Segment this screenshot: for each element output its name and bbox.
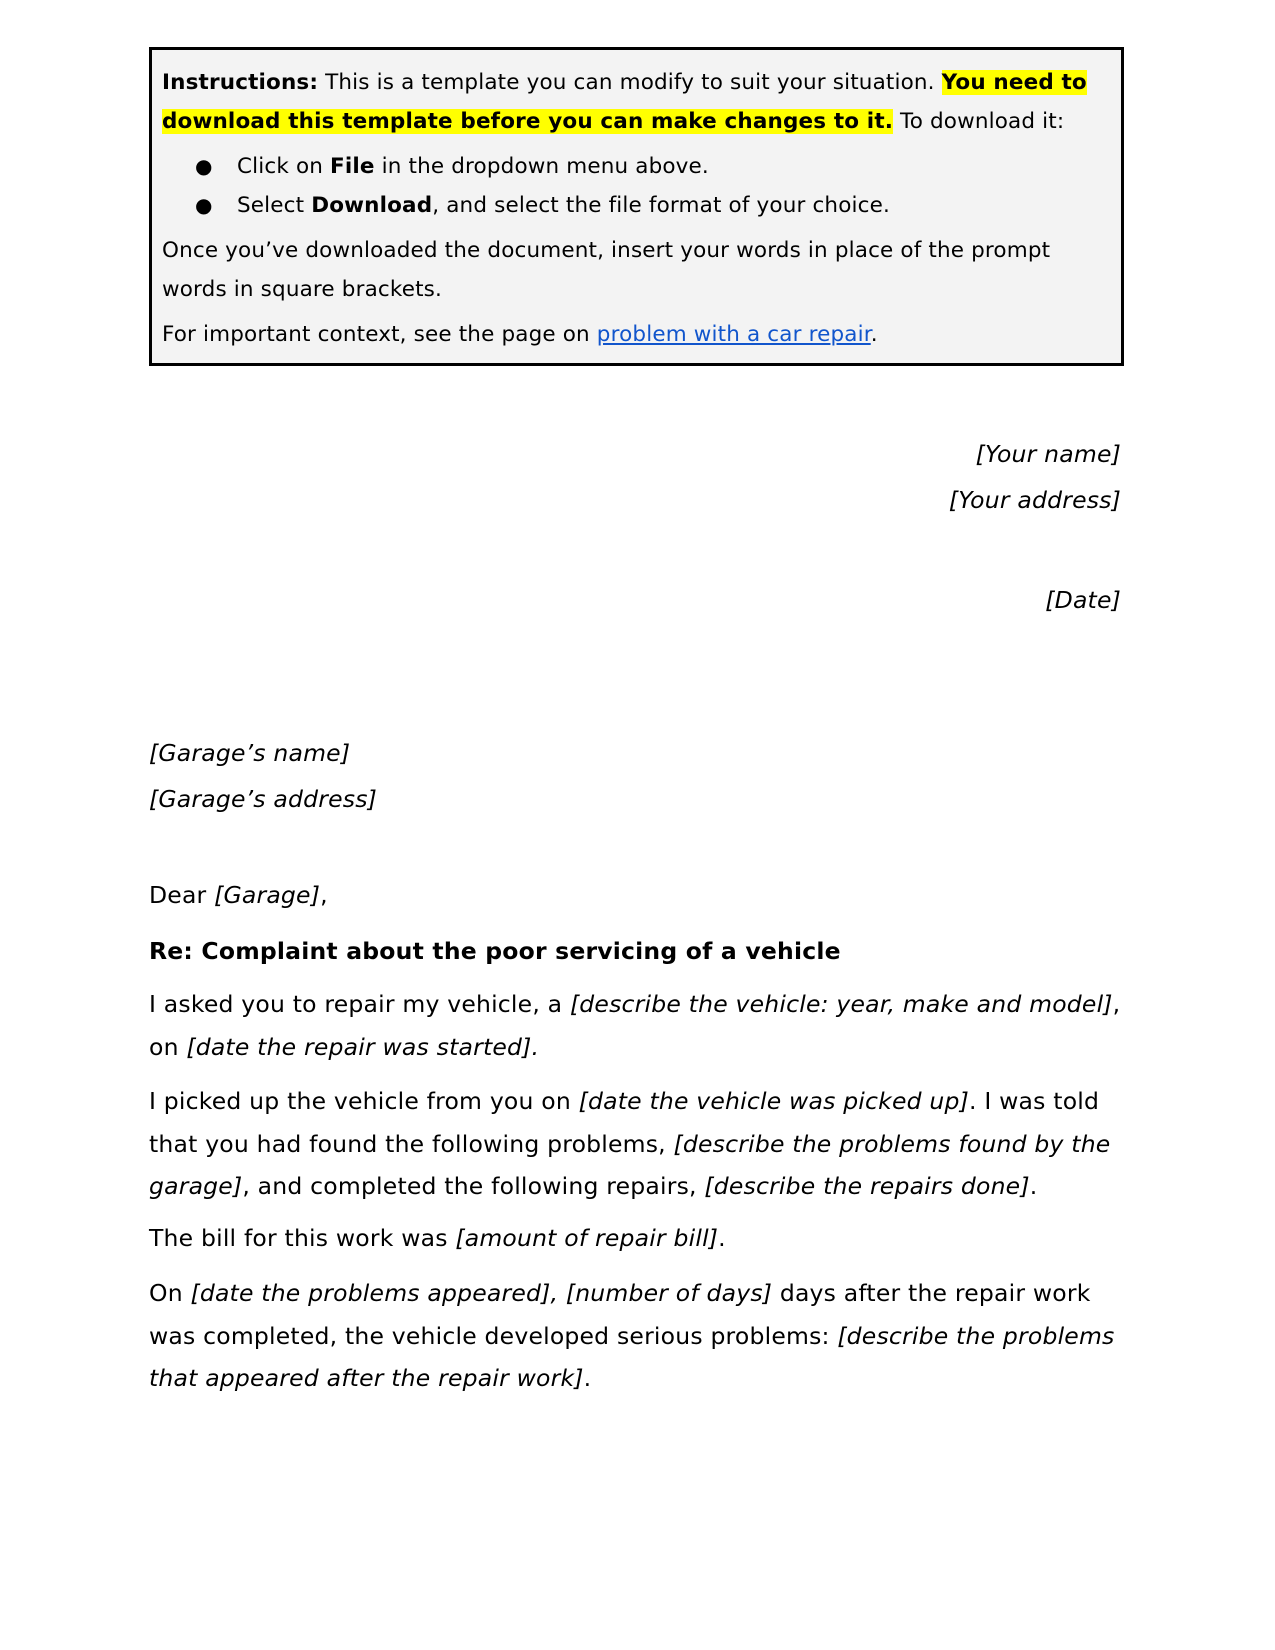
prompt-placeholder: [date the problems appeared], [number of days] [190,1279,773,1307]
paragraph-text: . I was told that you had found the following problems, [149,1087,1100,1158]
car-repair-link[interactable]: problem with a car repair [596,322,871,347]
paragraph-text: , on [149,990,1121,1061]
salutation [149,881,328,909]
instructions-label: Instructions: [162,70,319,95]
bullet-icon: ● [195,193,213,217]
step-text: Select [237,193,312,218]
sender-address: [Your address] [948,486,1121,514]
salutation-comma: , [320,881,328,909]
prompt-placeholder: [describe the vehicle: year, make and model] [569,990,1113,1018]
paragraph-text: , and completed the following repairs, [242,1172,705,1200]
paragraph-text: The bill for this work was [149,1224,456,1252]
prompt-placeholder: [describe the problems found by the garage] [149,1129,1111,1200]
download-warning-highlight: You need to download this template before you can make changes to it. [162,70,1087,134]
step-bold-download: Download [311,193,433,218]
paragraph-text: I asked you to repair my vehicle, a [149,990,570,1018]
paragraph-3 [149,1217,1124,1260]
paragraph-1 [149,983,1124,1068]
download-steps-list [162,147,1113,225]
instructions-box [149,47,1124,366]
context-text: For important context, see the page on [162,322,597,347]
salutation-text: Dear [149,881,215,909]
step-bold-file: File [330,154,375,179]
instructions-intro [162,63,1113,141]
salutation-name: [Garage] [214,881,321,909]
paragraph-text: . [718,1224,726,1252]
paragraph-text: . [1029,1172,1038,1200]
sender-name: [Your name] [975,440,1121,468]
paragraph-4 [149,1272,1124,1400]
context-period: . [870,322,878,347]
prompt-placeholder: [amount of repair bill] [455,1224,719,1252]
recipient-address: [Garage’s address] [149,785,378,813]
paragraph-text: On [149,1279,191,1307]
prompt-placeholder: [date the vehicle was picked up] [578,1087,969,1115]
paragraph-text: . [583,1364,592,1392]
download-step-file [162,147,1113,186]
recipient-name: [Garage’s name] [149,739,351,767]
paragraph-2 [149,1080,1124,1208]
prompt-placeholder: [describe the repairs done] [704,1172,1030,1200]
step-text: Click on [237,154,331,179]
letter-subject: Re: Complaint about the poor servicing of a vehicle [149,937,841,965]
instructions-intro-text: This is a template you can modify to suit your situation. [318,70,942,95]
step-text: in the dropdown menu above. [374,154,709,179]
letter-date: [Date] [1045,586,1121,614]
download-step-download [162,186,1113,225]
paragraph-text: I picked up the vehicle from you on [149,1087,579,1115]
instructions-once: Once you’ve downloaded the document, insert your words in place of the prompt words in square brackets. [162,238,1051,302]
instructions-context [162,315,1113,354]
instructions-download-text: To download it: [893,109,1065,134]
prompt-placeholder: [describe the problems that appeared after the repair work] [149,1321,1115,1392]
prompt-placeholder: [date the repair was started]. [186,1032,540,1061]
step-text: , and select the file format of your choice. [432,193,890,218]
paragraph-text: days after the repair work was completed, the vehicle developed serious problems: [149,1279,1091,1350]
bullet-icon: ● [195,154,213,178]
